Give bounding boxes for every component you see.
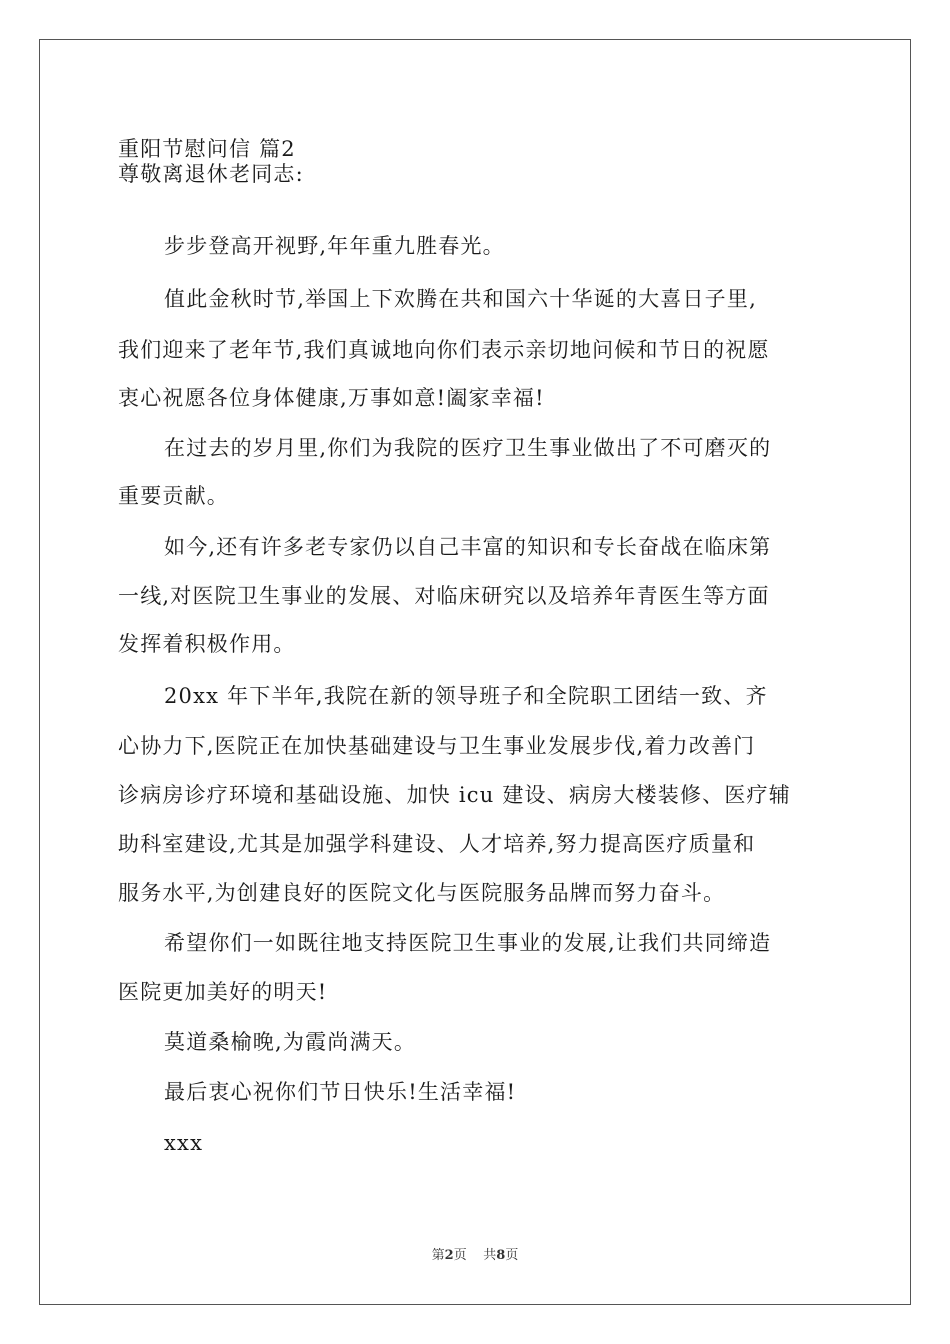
page-frame — [39, 39, 911, 1305]
page-footer — [0, 1249, 950, 1262]
paragraph-line: 莫道桑榆晚,为霞尚满天。 — [164, 1030, 417, 1054]
total-suffix: 页 — [505, 1248, 519, 1263]
paragraph-line: 我们迎来了老年节,我们真诚地向你们表示亲切地问候和节日的祝愿 — [118, 338, 770, 362]
page-number: 2 — [444, 1248, 454, 1263]
paragraph-line: 发挥着积极作用。 — [118, 632, 296, 656]
paragraph-line: 最后衷心祝你们节日快乐!生活幸福! — [164, 1080, 517, 1104]
paragraph-line: 一线,对医院卫生事业的发展、对临床研究以及培养年青医生等方面 — [118, 584, 770, 608]
paragraph-line: 希望你们一如既往地支持医院卫生事业的发展,让我们共同缔造 — [164, 931, 772, 955]
paragraph-line: 如今,还有许多老专家仍以自己丰富的知识和专长奋战在临床第 — [164, 535, 772, 559]
document-title: 重阳节慰问信 篇2 — [118, 137, 296, 161]
paragraph-line: 衷心祝愿各位身体健康,万事如意!阖家幸福! — [118, 386, 545, 410]
paragraph-line: 助科室建设,尤其是加强学科建设、人才培养,努力提高医疗质量和 — [118, 832, 756, 856]
paragraph-line: 值此金秋时节,举国上下欢腾在共和国六十华诞的大喜日子里, — [164, 287, 757, 311]
paragraph-line: 医院更加美好的明天! — [118, 980, 328, 1004]
paragraph-line: 20xx 年下半年,我院在新的领导班子和全院职工团结一致、齐 — [164, 684, 768, 708]
paragraph-line: 重要贡献。 — [118, 484, 229, 508]
paragraph-line: 步步登高开视野,年年重九胜春光。 — [164, 234, 505, 258]
total-pages: 8 — [496, 1248, 506, 1263]
paragraph-line: 心协力下,医院正在加快基础建设与卫生事业发展步伐,着力改善门 — [118, 734, 756, 758]
salutation: 尊敬离退休老同志: — [118, 162, 304, 186]
page-suffix: 页 — [453, 1248, 467, 1263]
page-prefix: 第 — [431, 1248, 445, 1263]
total-prefix: 共 — [483, 1248, 497, 1263]
paragraph-line: 服务水平,为创建良好的医院文化与医院服务品牌而努力奋斗。 — [118, 881, 726, 905]
signature: xxx — [164, 1131, 204, 1155]
paragraph-line: 诊病房诊疗环境和基础设施、加快 icu 建设、病房大楼装修、医疗辅 — [118, 783, 791, 807]
paragraph-line: 在过去的岁月里,你们为我院的医疗卫生事业做出了不可磨灭的 — [164, 436, 772, 460]
